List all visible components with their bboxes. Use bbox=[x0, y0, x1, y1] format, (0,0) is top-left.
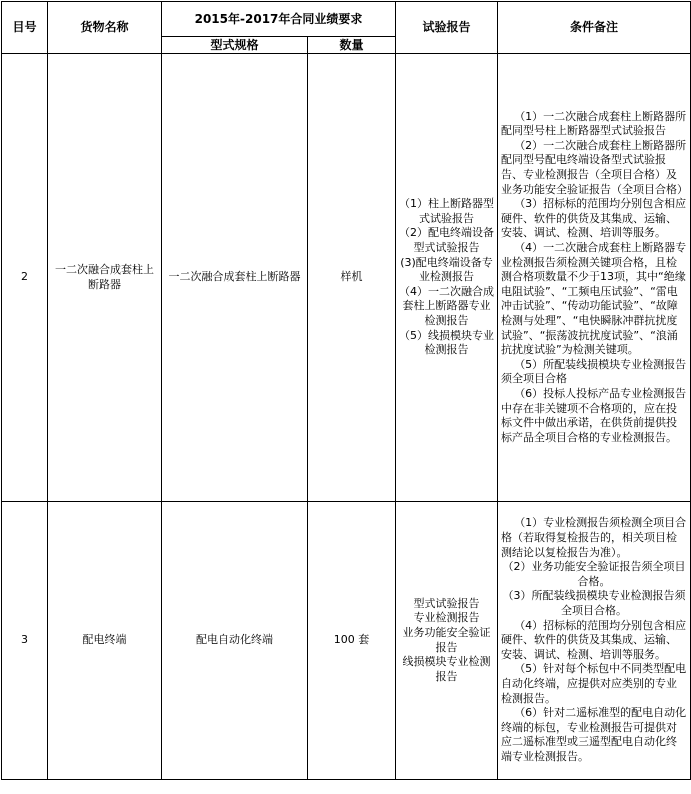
note-item: （3）招标标的范围均分别包含相应硬件、软件的供货及其集成、运输、安装、调试、检测、培训等服务。 bbox=[501, 197, 687, 240]
row-spec: 一二次融合成套柱上断路器 bbox=[162, 54, 308, 502]
header-test-report: 试验报告 bbox=[396, 2, 498, 54]
note-item: （1）专业检测报告须检测全项目合格（若取得复检报告的，相关项目检测结论以复检报告为准）。 bbox=[501, 516, 687, 559]
report-line: （5）线损模块专业检测报告 bbox=[399, 328, 494, 357]
row-spec: 配电自动化终端 bbox=[162, 502, 308, 780]
table-row bbox=[2, 54, 691, 502]
row-goods-name: 一二次融合成套柱上断路器 bbox=[48, 54, 162, 502]
report-line: （4）一二次融合成套柱上断路器专业检测报告 bbox=[399, 284, 494, 327]
report-line: (3)配电终端设备专业检测报告 bbox=[400, 255, 493, 284]
note-item: （4）一二次融合成套柱上断路器专业检测报告须检测关键项合格，且检测合格项数量不少于13项，其中“绝缘电阻试验”、“工频电压试验”、“雷电冲击试验”、“传动功能试验”、“故障检测与处理”、“电快瞬脉冲群抗扰度试验”、“振荡波抗扰度试验”、“浪涌抗扰度试验”为检测关键项。 bbox=[501, 241, 687, 357]
note-item: （2）一二次融合成套柱上断路器所配同型号配电终端设备型式试验报告、专业检测报告（全项目合格）及业务功能安全验证报告（全项目合格） bbox=[501, 138, 688, 196]
note-item: （1）一二次融合成套柱上断路器所配同型号柱上断路器型式试验报告 bbox=[501, 109, 687, 138]
report-line: 专业检测报告 bbox=[413, 611, 480, 625]
row-quantity: 样机 bbox=[308, 54, 396, 502]
note-item: （2）业务功能安全验证报告须全项目合格。 bbox=[502, 560, 686, 588]
header-contract-group: 2015年-2017年合同业绩要求 bbox=[162, 2, 396, 37]
header-quantity: 数量 bbox=[308, 37, 396, 54]
note-item: （4）招标标的范围均分别包含相应硬件、软件的供货及其集成、运输、安装、调试、检测、培训等服务。 bbox=[501, 618, 687, 661]
note-item: （6）投标人投标产品专业检测报告中存在非关键项不合格项的，应在投标文件中做出承诺，在供货前提供投标产品全项目合格的专业检测报告。 bbox=[501, 386, 687, 444]
row-index: 3 bbox=[2, 502, 48, 780]
report-line: 业务功能安全验证报告 bbox=[402, 625, 491, 654]
note-item: （5）所配装线损模块专业检测报告须全项目合格 bbox=[501, 357, 687, 386]
row-notes bbox=[498, 502, 691, 780]
header-notes: 条件备注 bbox=[498, 2, 691, 54]
row-quantity: 100 套 bbox=[308, 502, 396, 780]
row-notes bbox=[498, 54, 691, 502]
header-goods-name: 货物名称 bbox=[48, 2, 162, 54]
note-item: （6）针对二遥标准型的配电自动化终端的标包，专业检测报告可提供对应二遥标准型或三遥型配电自动化终端专业检测报告。 bbox=[501, 706, 687, 763]
table-row bbox=[2, 502, 691, 780]
report-line: 线损模块专业检测报告 bbox=[402, 655, 491, 683]
row-goods-name: 配电终端 bbox=[48, 502, 162, 780]
row-test-report bbox=[396, 54, 498, 502]
row-test-report bbox=[396, 502, 498, 780]
requirements-table bbox=[1, 1, 691, 780]
row-index: 2 bbox=[2, 54, 48, 502]
report-line: 型式试验报告 bbox=[413, 596, 480, 610]
report-line: （1）柱上断路器型式试验报告 bbox=[399, 197, 494, 225]
note-item: （5）针对每个标包中不同类型配电自动化终端，应提供对应类别的专业检测报告。 bbox=[501, 662, 687, 705]
note-item: （3）所配装线损模块专业检测报告须全项目合格。 bbox=[502, 589, 686, 618]
report-line: （2）配电终端设备型式试验报告 bbox=[399, 226, 494, 255]
header-index: 目号 bbox=[2, 2, 48, 54]
header-spec: 型式规格 bbox=[162, 37, 308, 54]
